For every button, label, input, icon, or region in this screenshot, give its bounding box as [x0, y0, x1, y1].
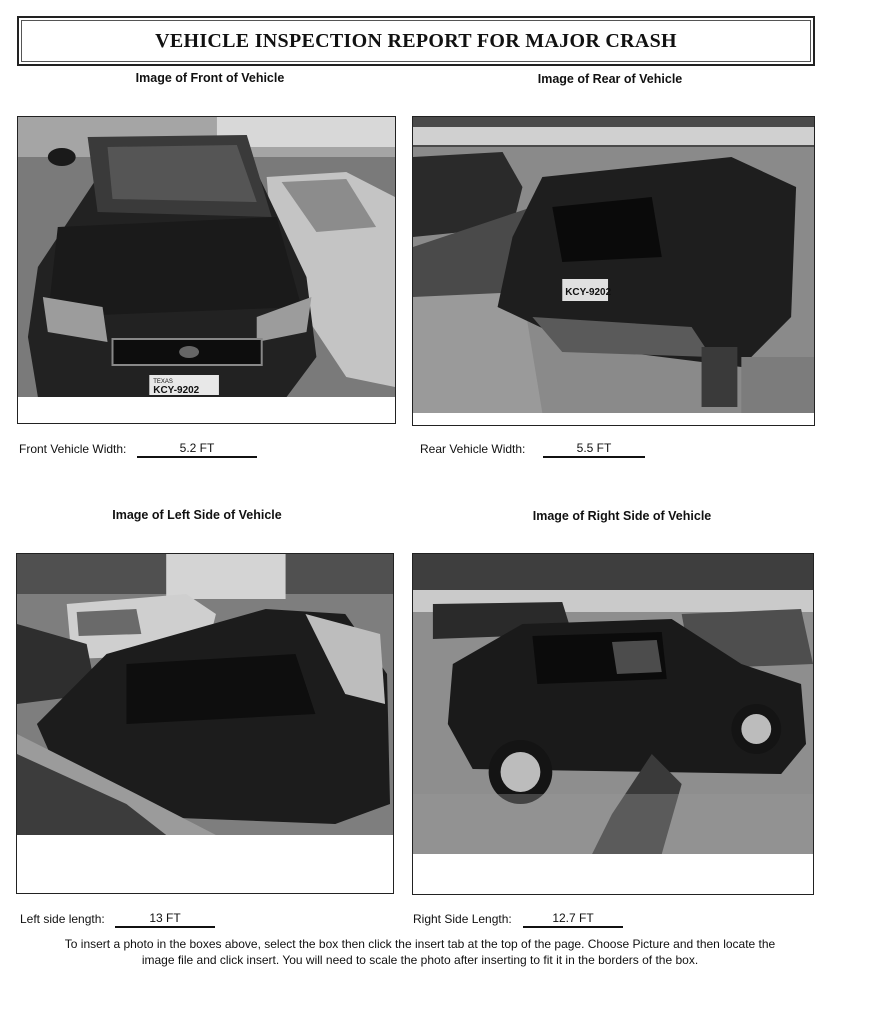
right-side-image-caption: Image of Right Side of Vehicle: [532, 509, 712, 523]
right-side-vehicle-photo: [413, 554, 813, 854]
rear-width-value[interactable]: 5.5 FT: [543, 441, 645, 458]
rear-image-caption: Image of Rear of Vehicle: [537, 72, 683, 86]
rear-plate-number: KCY-9202: [565, 286, 612, 299]
rear-photo-box[interactable]: [412, 116, 815, 426]
front-image-caption: Image of Front of Vehicle: [135, 71, 285, 85]
front-width-field: [19, 442, 279, 456]
front-photo-box[interactable]: [17, 116, 396, 424]
rear-width-label: Rear Vehicle Width:: [420, 442, 526, 456]
front-vehicle-photo: [18, 117, 395, 397]
rear-width-field: [420, 442, 680, 456]
report-title: VEHICLE INSPECTION REPORT FOR MAJOR CRASH: [155, 30, 677, 52]
left-side-photo-box[interactable]: [16, 553, 394, 894]
rear-vehicle-photo: [413, 117, 814, 413]
front-plate-state: TEXAS: [153, 378, 173, 386]
front-width-value[interactable]: 5.2 FT: [137, 441, 257, 458]
left-length-value[interactable]: 13 FT: [115, 911, 215, 928]
right-length-field: [413, 912, 673, 926]
left-side-image-caption: Image of Left Side of Vehicle: [112, 508, 282, 522]
front-plate-number: KCY-9202: [153, 384, 200, 397]
right-length-label: Right Side Length:: [413, 912, 512, 926]
front-width-label: Front Vehicle Width:: [19, 442, 127, 456]
left-length-label: Left side length:: [20, 912, 105, 926]
left-side-vehicle-photo: [17, 554, 393, 835]
insert-photo-instructions: To insert a photo in the boxes above, select the box then click the insert tab at the top of the page. Choose Picture and then locate the image file and click insert. You will need to scale the photo after inserting to fit it in the borders of the box.: [64, 937, 776, 967]
right-length-value[interactable]: 12.7 FT: [523, 911, 623, 928]
left-length-field: [20, 912, 280, 926]
report-title-box: [17, 16, 815, 66]
right-side-photo-box[interactable]: [412, 553, 814, 895]
